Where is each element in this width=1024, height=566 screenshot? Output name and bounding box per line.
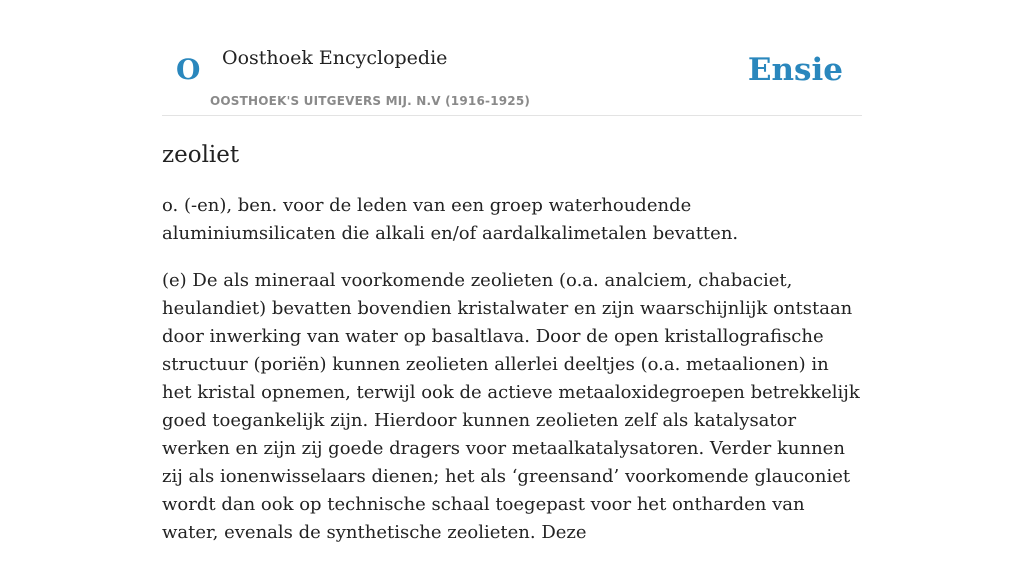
source-header [162,0,862,116]
source-subtitle: OOSTHOEK'S UITGEVERS MIJ. N.V (1916-1925) [210,94,531,108]
source-title[interactable]: Oosthoek Encyclopedie [222,47,448,69]
ensie-logo[interactable]: Ensie [747,52,843,88]
page-container [162,0,862,543]
entry-body [162,192,862,566]
entry-paragraph: (e) De als mineraal voorkomende zeolieten (o.a. analciem, chabaciet, heulandiet) bevatten bovendien kristalwater en zijn waarschijnlijk ontstaan door inwerking van water op basaltlava. Door de open kristallografische structuur (poriën) kunnen zeolieten allerlei deeltjes (o.a. metaalionen) in het kristal opnemen, terwijl ook de actieve metaaloxidegroepen betrekkelijk goed toegankelijk zijn. Hierdoor kunnen zeolieten zelf als katalysator werken en zijn zij goede dragers voor metaalkatalysatoren. Verder kunnen zij als ionenwisselaars dienen; het als ‘greensand’ voorkomende glauconiet wordt dan ook op technische schaal toegepast voor het ontharden van water, evenals de synthetische zeolieten. Deze [162,270,860,543]
entry-title: zeoliet [162,142,240,168]
entry-paragraph: o. (-en), ben. voor de leden van een groep waterhoudende aluminiumsilicaten die alkali en/of aardalkalimetalen bevatten. [162,195,739,244]
source-logo[interactable]: O [176,53,201,86]
